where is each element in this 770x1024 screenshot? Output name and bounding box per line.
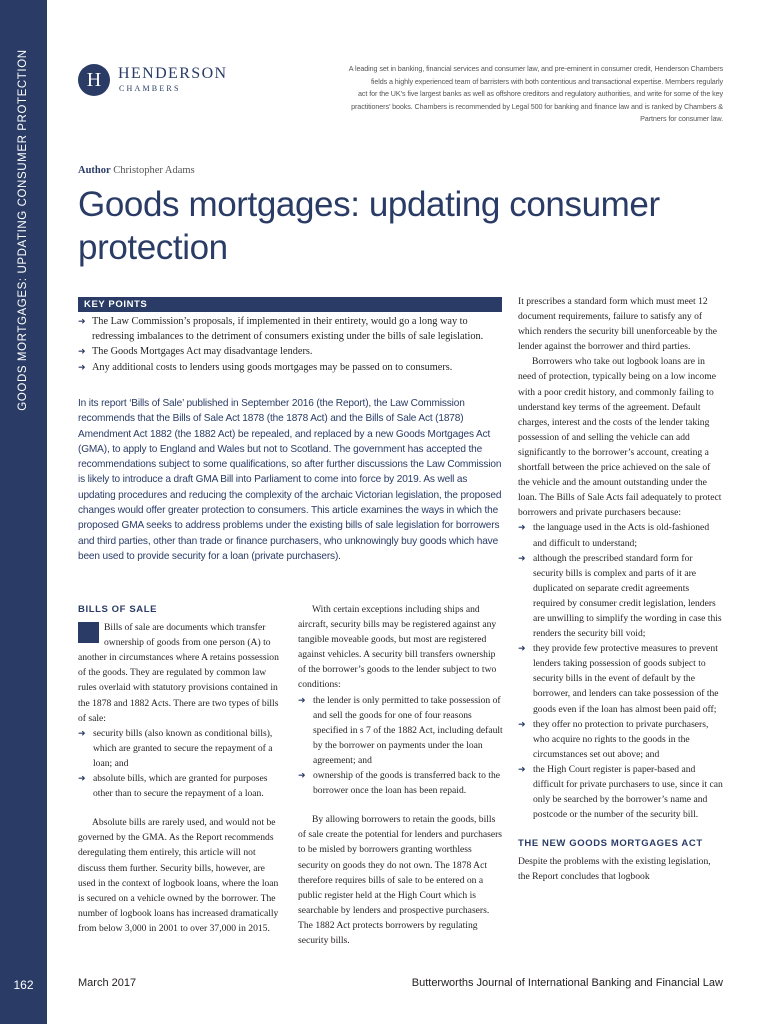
arrow-bullet-icon: ➜ xyxy=(298,694,306,705)
arrow-bullet-icon: ➜ xyxy=(78,361,86,372)
logo-monogram: H xyxy=(78,64,110,96)
arrow-bullet-icon: ➜ xyxy=(518,718,526,729)
arrow-bullet-icon: ➜ xyxy=(518,763,526,774)
bullet-list xyxy=(78,726,283,801)
key-points-box xyxy=(78,297,502,375)
bullet-list xyxy=(518,520,723,822)
list-item-text: the High Court register is paper-based and difficult for private purchasers to use, since it can only be searched by the borrower’s name and postcode or the number of the security bill. xyxy=(533,763,723,821)
list-item-text: they provide few protective measures to prevent lenders taking possession of goods subject to security bills in the event of default by the borrower, and lenders can take possession of the goods even if the loan has almost been paid off; xyxy=(533,643,719,715)
author-name: Christopher Adams xyxy=(113,165,195,176)
list-item xyxy=(518,551,723,642)
arrow-bullet-icon: ➜ xyxy=(78,773,86,784)
logo-subtitle: CHAMBERS xyxy=(119,84,181,93)
arrow-bullet-icon: ➜ xyxy=(78,316,86,326)
blurb-line: A leading set in banking, financial services and consumer law, and pre-eminent in consumer credit, Henderson Chambers xyxy=(348,64,723,73)
arrow-bullet-icon: ➜ xyxy=(518,643,526,654)
list-item-text: ownership of the goods is transferred back to the borrower once the loan has been repaid. xyxy=(313,770,501,797)
body-paragraph: By allowing borrowers to retain the goods, bills of sale create the potential for lenders and purchasers to be misled by borrowers granting worthless security on goods they do not own. The 1878 Act therefore requires bills of sale to be entered on a public register held at the High Court which is searchable by lenders and prospective purchasers. The 1882 Act protects borrowers by regulating security bills. xyxy=(298,814,503,946)
title-line: Goods mortgages: updating consumer xyxy=(78,185,660,224)
footer-journal-name: Butterworths Journal of International Banking and Financial Law xyxy=(411,977,723,989)
intro-paragraph: In its report ‘Bills of Sale’ published in September 2016 (the Report), the Law Commission recommends that the Bills of Sale Act 1878 (the 1878 Act) and the Bills of Sale Act (1878) Amendment Act 1882 (the 1882 Act) be repealed, and replaced by a new Goods Mortgages Act (GMA), to apply to England and Wales but not to Scotland. The government has accepted the recommendations subject to some qualifications, so after further discussions the Law Commission is likely to introduce a draft GMA Bill into Parliament to come into force by 2019. As well as updating procedures and reducing the complexity of the archaic Victorian legislation, the proposed changes would offer greater protection to consumers. This article examines the ways in which the proposed GMA seeks to address problems under the existing bills of sale legislation for borrowers and third parties, other than trade or finance purchasers, who unknowingly buy goods which have been used to provide security for a loan (private purchasers). xyxy=(78,398,502,562)
logo-name: HENDERSON xyxy=(118,65,228,82)
title-line: protection xyxy=(78,228,228,267)
column-2 xyxy=(298,602,503,948)
list-item-text: security bills (also known as conditional bills), which are granted to secure the repayment of a loan; and xyxy=(93,727,273,769)
bullet-list xyxy=(298,693,503,799)
body-paragraph: Absolute bills are rarely used, and would not be governed by the GMA. As the Report recommends deregulating them entirely, this article will not discuss them further. Security bills, however, are used in the context of logbook loans, where the loan is secured on a vehicle owned by the borrower. The number of logbook loans has increased dramatically from below 3,000 in 2001 to over 37,000 in 2015. xyxy=(78,817,279,934)
blurb-line: practitioners’ books. Chambers is recommended by Legal 500 for banking and finance law and is ranked by Chambers & xyxy=(351,101,723,111)
list-item-text: they offer no protection to private purchasers, who acquire no rights to the goods in the circumstances set out above; and xyxy=(533,718,709,760)
list-item-text: although the prescribed standard form for security bills is complex and parts of it are duplicated on separate credit agreements required by consumer credit legislation, lenders are unwilling to simplify the wording in case this renders the security bill void; xyxy=(533,552,722,640)
list-item xyxy=(518,520,723,550)
list-item xyxy=(518,762,723,822)
key-point xyxy=(78,344,502,359)
blurb-line: fields a highly experienced team of barristers with both contentious and transactional expertise. Members regularly xyxy=(370,76,723,86)
henderson-chambers-logo xyxy=(78,64,248,98)
list-item xyxy=(518,717,723,762)
blurb-line: Partners for consumer law. xyxy=(640,114,723,123)
key-points-list xyxy=(78,314,502,375)
section-heading-bills-of-sale: BILLS OF SALE xyxy=(78,604,158,615)
running-title: GOODS MORTGAGES: UPDATING CONSUMER PROTECTION xyxy=(17,49,29,411)
list-item xyxy=(298,768,503,798)
section-heading-new-goods-mortgages-act: THE NEW GOODS MORTGAGES ACT xyxy=(518,838,703,850)
arrow-bullet-icon: ➜ xyxy=(298,770,306,781)
list-item xyxy=(298,693,503,768)
key-point-text: The Law Commission’s proposals, if implemented in their entirety, would go a long way to redressing imbalances to the detriment of consumers existing under the bills of sale legislation. xyxy=(92,316,484,343)
list-item xyxy=(518,641,723,716)
body-paragraph: With certain exceptions including ships and aircraft, security bills may be registered against any tangible moveable goods, but most are registered against vehicles. A security bill transfers ownership of the borrower’s goods to the lender subject to two conditions: xyxy=(298,604,497,691)
blurb-line: act for the UK’s five largest banks as well as offshore creditors and regulatory authorities, and write for some of the key xyxy=(358,89,723,98)
chambers-blurb xyxy=(280,63,723,126)
arrow-bullet-icon: ➜ xyxy=(518,522,526,533)
body-paragraph: Borrowers who take out logbook loans are in need of protection, typically being on a low income with a poor credit history, and commonly failing to understand key terms of the agreement. Default charges, interest and the costs of the lender taking possession of and selling the vehicle can add significantly to the borrower’s account, creating a shortfall between the price achieved on the sale of the vehicle and the amount outstanding under the loan. The Bills of Sale Acts fail adequately to protect borrowers and private purchasers because: xyxy=(518,356,722,519)
key-point xyxy=(78,360,502,375)
page-number: 162 xyxy=(13,978,34,992)
body-text: Bills of sale are documents which transfer ownership of goods from one person (A) to another in circumstances where A retains possession of the goods. They are regulated by common law rules overlaid with statutory provisions contained in the 1878 and 1882 Acts. There are two types of bills of sale: xyxy=(78,622,279,724)
drop-cap-block xyxy=(78,622,99,643)
sidebar-band xyxy=(0,0,47,1024)
key-point xyxy=(78,314,502,344)
footer-date: March 2017 xyxy=(78,977,137,989)
column-3 xyxy=(518,294,723,885)
list-item-text: the lender is only permitted to take possession of and sell the goods for one of four reasons specified in s 7 of the 1882 Act, including default by the borrower on payments under the loan agreement; and xyxy=(313,694,503,766)
column-1 xyxy=(78,602,283,936)
body-paragraph: Despite the problems with the existing legislation, the Report concludes that logbook xyxy=(518,856,711,883)
list-item xyxy=(78,771,283,801)
list-item xyxy=(78,726,283,771)
body-paragraph xyxy=(78,620,283,726)
key-point-text: The Goods Mortgages Act may disadvantage lenders. xyxy=(92,346,313,358)
author-line xyxy=(78,165,195,176)
author-label: Author xyxy=(78,165,111,176)
arrow-bullet-icon: ➜ xyxy=(78,346,86,357)
arrow-bullet-icon: ➜ xyxy=(78,727,86,738)
article-title xyxy=(78,183,718,269)
arrow-bullet-icon: ➜ xyxy=(518,552,526,563)
key-point-text: Any additional costs to lenders using goods mortgages may be passed on to consumers. xyxy=(92,361,453,373)
body-paragraph: It prescribes a standard form which must meet 12 document requirements, failure to satisfy any of which renders the security bill unenforceable by the lender against the borrower and third parties. xyxy=(518,296,717,353)
list-item-text: the language used in the Acts is old-fashioned and difficult to understand; xyxy=(533,522,710,549)
list-item-text: absolute bills, which are granted for purposes other than to secure the repayment of a loan. xyxy=(93,773,268,800)
key-points-heading: KEY POINTS xyxy=(78,297,502,312)
